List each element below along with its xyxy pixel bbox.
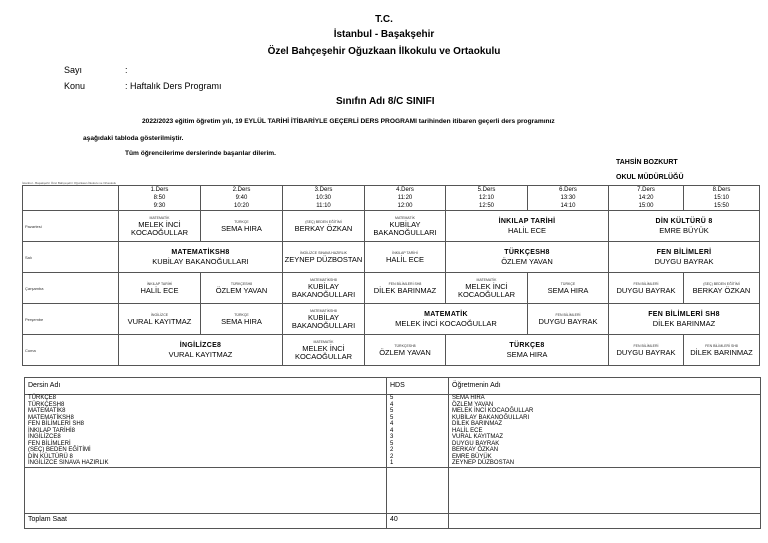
lesson-subject: İNKILAP TARİHİ	[498, 218, 556, 225]
period-start: 9:40	[235, 195, 248, 201]
period-start: 15:10	[713, 195, 729, 201]
summary-teacher: ZEYNEP DÜZBOSTAN	[452, 460, 515, 466]
lesson-subject: MATEMATİK	[424, 311, 468, 318]
lesson-cell	[609, 211, 760, 242]
period-end: 10:20	[233, 203, 249, 209]
class-title: Sınıfın Adı 8/C SINIFI	[336, 96, 435, 107]
summary-body-row	[25, 395, 761, 468]
summary-total-label: Toplam Saat	[25, 513, 387, 528]
summary-total-row	[25, 513, 761, 528]
summary-teacher: DİLEK BARINMAZ	[452, 421, 503, 427]
sayi-separator: :	[125, 65, 128, 75]
period-start: 14:20	[638, 195, 654, 201]
period-name: 2.Ders	[232, 187, 251, 193]
summary-teacher: BERKAY ÖZKAN	[452, 447, 499, 453]
lesson-teacher: ÖZLEM YAVAN	[379, 347, 431, 357]
lesson-teacher: ZEYNEP DÜZBOSTAN	[284, 254, 363, 264]
summary-hours: 5	[390, 414, 394, 421]
city-heading: İstanbul - Başakşehir	[333, 29, 435, 40]
lesson-teacher: SEMA HIRA	[506, 350, 548, 359]
lesson-cell	[446, 335, 609, 366]
lesson-subject: FEN BİLİMLERİ	[633, 281, 659, 286]
period-header-1	[119, 186, 201, 211]
lesson-teacher: HALİL ECE	[507, 226, 547, 235]
lesson-subject: TÜRKÇE8	[509, 342, 545, 349]
period-start: 12:10	[478, 195, 494, 201]
lesson-cell	[446, 273, 528, 304]
lesson-cell	[365, 304, 528, 335]
period-end: 15:00	[638, 203, 654, 209]
lesson-cell	[283, 211, 365, 242]
summary-blank-row	[25, 467, 761, 513]
lesson-teacher: ÖZLEM YAVAN	[215, 285, 268, 295]
lesson-teacher: DUYGU BAYRAK	[538, 316, 598, 326]
lesson-subject: İNGİLİZCE	[150, 312, 169, 317]
lesson-subject: İNKILAP TARİHİ	[392, 250, 418, 255]
lesson-subject: FEN BİLİMLERİ SH8	[388, 281, 422, 286]
lesson-teacher: MELEK İNCİ KOCAOĞULLAR	[457, 281, 516, 299]
day-name: Salı	[23, 242, 119, 273]
summary-header-teacher: Öğretmenin Adı	[449, 378, 761, 395]
lesson-cell	[283, 335, 365, 366]
schedule-day-row	[23, 242, 760, 273]
lesson-teacher: DUYGU BAYRAK	[654, 257, 714, 266]
lesson-cell	[446, 242, 609, 273]
summary-subject: İNGİLİZCE SINAVA HAZIRLIK	[28, 460, 109, 466]
period-name: 8.Ders	[712, 187, 731, 193]
summary-teacher: KUBİLAY BAKANOĞULLARI	[452, 414, 530, 421]
period-header-7	[609, 186, 684, 211]
schedule-day-row	[23, 304, 760, 335]
lesson-subject: FEN BİLİMLERİ SH8	[705, 343, 738, 348]
summary-teacher: ÖZLEM YAVAN	[452, 401, 494, 408]
summary-subject: (SEÇ) BEDEN EĞİTİMİ	[28, 447, 91, 453]
lesson-teacher: DİLEK BARINMAZ	[373, 285, 437, 295]
period-end: 11:10	[316, 203, 331, 209]
lesson-subject: İNGİLİZCE8	[179, 342, 222, 349]
lesson-subject: MATEMATİK	[149, 215, 170, 220]
lesson-cell	[283, 304, 365, 335]
lesson-cell	[528, 273, 609, 304]
summary-subject: İNKILAP TARİHİ8	[28, 427, 76, 434]
lesson-cell	[119, 211, 201, 242]
lesson-teacher: BERKAY ÖZKAN	[294, 223, 353, 233]
lesson-teacher: KUBİLAY BAKANOĞULLARI	[373, 219, 437, 237]
schedule-corner-cell	[23, 186, 119, 211]
lesson-teacher: MELEK İNCİ KOCAOĞULLAR	[294, 343, 353, 361]
summary-hours: 2	[390, 447, 394, 453]
schedule-day-row	[23, 335, 760, 366]
summary-hours: 1	[390, 460, 394, 466]
period-header-5	[446, 186, 528, 211]
summary-total-value: 40	[387, 513, 449, 528]
schedule-header-row	[23, 186, 760, 211]
summary-subject: FEN BİLİMLERİ SH8	[28, 421, 85, 427]
summary-subject: TÜRKÇE8	[28, 395, 57, 401]
lesson-cell	[684, 273, 760, 304]
lesson-cell	[119, 242, 283, 273]
school-heading: Özel Bahçeşehir Oğuzkaan İlkokulu ve Ortaokulu	[267, 46, 501, 57]
lesson-cell	[201, 304, 283, 335]
wishes-text: Tüm öğrencilerime derslerinde başarılar dilerim.	[125, 150, 276, 157]
lesson-teacher: KUBİLAY BAKANOĞULLARI	[291, 312, 356, 330]
period-end: 12:00	[397, 203, 413, 209]
lesson-cell	[528, 304, 609, 335]
period-start: 13:30	[560, 195, 576, 201]
lesson-cell	[609, 304, 760, 335]
summary-hours: 4	[390, 421, 394, 427]
lesson-teacher: DUYGU BAYRAK	[616, 347, 676, 357]
lesson-cell	[365, 211, 446, 242]
summary-hours: 2	[390, 453, 394, 460]
konu-label: Konu	[64, 81, 86, 91]
day-name: Çarşamba	[23, 273, 119, 304]
lesson-cell	[283, 242, 365, 273]
summary-teacher: HALİL ECE	[452, 427, 483, 434]
lesson-subject: TÜRKÇE	[560, 281, 576, 286]
lesson-teacher: EMRE BÜYÜK	[659, 226, 709, 235]
sayi-label: Sayı	[64, 65, 83, 75]
summary-hours: 4	[390, 401, 394, 408]
lesson-subject: TÜRKÇESH8	[504, 249, 550, 256]
lesson-teacher: SEMA HIRA	[221, 223, 262, 233]
lesson-teacher: DİLEK BARINMAZ	[690, 347, 753, 357]
lesson-teacher: HALİL ECE	[385, 254, 425, 264]
lesson-teacher: VURAL KAYITMAZ	[127, 316, 192, 326]
lesson-teacher: KUBİLAY BAKANOĞULLARI	[152, 257, 249, 266]
course-summary-table	[24, 377, 761, 529]
period-end: 14:10	[560, 203, 576, 209]
lesson-subject: FEN BİLİMLERİ SH8	[648, 311, 720, 318]
konu-value: : Haftalık Ders Programı	[125, 81, 222, 91]
lesson-cell	[283, 273, 365, 304]
summary-teacher: MELEK İNCİ KOCAOĞULLAR	[452, 408, 534, 414]
summary-subject: MATEMATİK8	[28, 408, 66, 414]
signer-title: OKUL MÜDÜRLÜĞÜ	[616, 174, 684, 181]
summary-subjects-cell	[25, 395, 387, 468]
lesson-cell	[365, 273, 446, 304]
period-end: 12:50	[478, 203, 494, 209]
lesson-cell	[201, 273, 283, 304]
summary-blank-cell	[449, 467, 761, 513]
lesson-teacher: SEMA HIRA	[547, 285, 589, 295]
lesson-teacher: MELEK İNCİ KOCAOĞULLAR	[130, 219, 189, 237]
period-start: 10:30	[315, 195, 331, 201]
lesson-cell	[119, 335, 283, 366]
period-name: 4.Ders	[396, 187, 414, 193]
lesson-subject: FEN BİLİMLERİ	[555, 312, 581, 317]
summary-total-empty	[449, 513, 761, 528]
day-name: Pazartesi	[23, 211, 119, 242]
summary-hours: 3	[390, 434, 394, 440]
lesson-subject: TÜRKÇESH8	[394, 343, 416, 348]
summary-teacher: VURAL KAYITMAZ	[452, 434, 504, 440]
lesson-teacher: SEMA HIRA	[221, 316, 262, 326]
country-heading: T.C.	[375, 14, 393, 25]
intro-paragraph-cont: aşağıdaki tabloda gösterilmiştir.	[83, 135, 184, 142]
lesson-teacher: HALİL ECE	[140, 285, 179, 295]
period-name: 3.Ders	[314, 187, 333, 193]
summary-header-row	[25, 378, 761, 395]
lesson-cell	[609, 273, 684, 304]
lesson-subject: TÜRKÇE	[234, 312, 249, 317]
summary-teacher: SEMA HIRA	[452, 395, 485, 401]
lesson-subject: (SEÇ) BEDEN EĞİTİMİ	[703, 281, 740, 286]
summary-subject: MATEMATİKSH8	[28, 414, 74, 421]
lesson-cell	[119, 273, 201, 304]
summary-subject: TÜRKÇESH8	[28, 401, 65, 408]
footnote: İstanbul - Başakşehir Özel Bahçeşehir Oğuzkaan İlkokulu ve Ortaokulu	[22, 181, 117, 185]
period-header-8	[684, 186, 760, 211]
lesson-subject: MATEMATİKSH8	[310, 277, 337, 282]
period-end: 9:30	[153, 203, 166, 209]
period-header-3	[283, 186, 365, 211]
period-name: 7.Ders	[637, 187, 655, 193]
summary-hours: 5	[390, 408, 394, 414]
intro-paragraph: 2022/2023 eğitim öğretim yılı, 19 EYLÜL TARİHİ İTİBARİYLE GEÇERLİ DERS PROGRAMI tarihinden itibaren geçerli ders programınız	[142, 118, 555, 125]
summary-header-hours: HDS	[387, 378, 449, 395]
lesson-cell	[365, 335, 446, 366]
summary-blank-cell	[25, 467, 387, 513]
lesson-subject: FEN BİLİMLERİ	[633, 343, 659, 348]
lesson-subject: (SEÇ) BEDEN EĞİTİMİ	[305, 219, 342, 224]
schedule-day-row	[23, 273, 760, 304]
period-start: 8:50	[153, 195, 166, 201]
lesson-cell	[609, 242, 760, 273]
summary-header-subject: Dersin Adı	[25, 378, 387, 395]
summary-subject: FEN BİLİMLERİ	[28, 440, 71, 447]
summary-subject: İNGİLİZCE8	[28, 434, 61, 440]
summary-teacher: DUYGU BAYRAK	[452, 440, 500, 447]
weekly-schedule-table	[22, 185, 760, 366]
lesson-subject: MATEMATİKSH8	[310, 308, 337, 313]
lesson-subject: FEN BİLİMLERİ	[656, 249, 712, 256]
summary-blank-cell	[387, 467, 449, 513]
summary-hours-cell	[387, 395, 449, 468]
lesson-teacher: VURAL KAYITMAZ	[168, 350, 233, 359]
lesson-subject: İNGİLİZCE SINAVA HAZIRLIK	[300, 250, 347, 255]
period-name: 6.Ders	[559, 187, 577, 193]
lesson-teacher: KUBİLAY BAKANOĞULLARI	[291, 281, 356, 299]
lesson-subject: MATEMATİK	[313, 339, 334, 344]
day-name: Cuma	[23, 335, 119, 366]
summary-hours: 5	[390, 395, 394, 401]
lesson-cell	[119, 304, 201, 335]
lesson-subject: TÜRKÇESH8	[230, 281, 253, 286]
schedule-day-row	[23, 211, 760, 242]
lesson-subject: MATEMATİK	[395, 215, 415, 220]
period-name: 5.Ders	[477, 187, 496, 193]
lesson-subject: DİN KÜLTÜRÜ 8	[655, 218, 713, 225]
lesson-teacher: ÖZLEM YAVAN	[501, 257, 553, 266]
period-header-4	[365, 186, 446, 211]
day-name: Perşembe	[23, 304, 119, 335]
summary-hours: 5	[390, 440, 394, 447]
lesson-subject: MATEMATİK	[476, 277, 497, 282]
period-name: 1.Ders	[150, 187, 169, 193]
summary-subject: DİN KÜLTÜRÜ 8	[28, 453, 73, 460]
lesson-cell	[365, 242, 446, 273]
lesson-teacher: DUYGU BAYRAK	[616, 285, 676, 295]
period-header-2	[201, 186, 283, 211]
lesson-cell	[609, 335, 684, 366]
period-end: 15:50	[713, 203, 729, 209]
summary-teacher: EMRE BÜYÜK	[452, 453, 492, 460]
lesson-teacher: MELEK İNCİ KOCAOĞULLAR	[395, 319, 497, 328]
lesson-cell	[446, 211, 609, 242]
signer-name: TAHSİN BOZKURT	[616, 159, 678, 166]
lesson-teacher: BERKAY ÖZKAN	[692, 285, 751, 295]
summary-hours: 4	[390, 427, 394, 434]
lesson-subject: TÜRKÇE	[234, 219, 249, 224]
summary-teachers-cell	[449, 395, 761, 468]
lesson-cell	[684, 335, 760, 366]
period-start: 11:20	[397, 195, 413, 201]
lesson-subject: MATEMATİKSH8	[171, 249, 230, 256]
lesson-cell	[201, 211, 283, 242]
lesson-subject: İNKILAP TARİHİ	[146, 281, 173, 286]
lesson-teacher: DİLEK BARINMAZ	[652, 319, 716, 328]
period-header-6	[528, 186, 609, 211]
